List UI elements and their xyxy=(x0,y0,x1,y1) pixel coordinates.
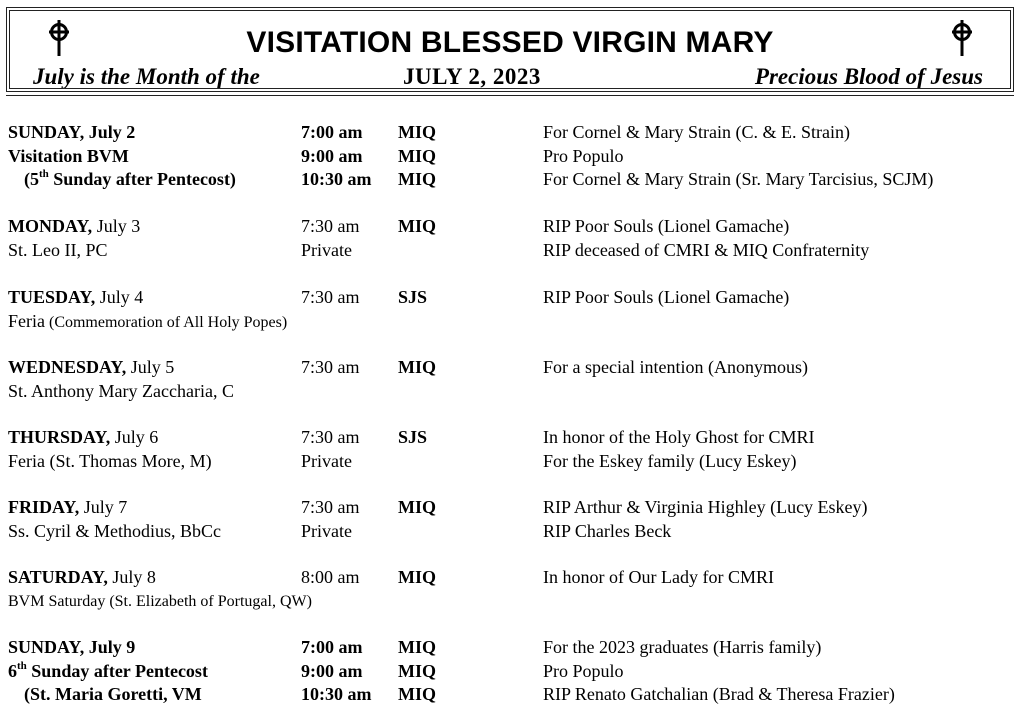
mass-time: 7:30 am xyxy=(301,497,360,517)
mass-intention: In honor of the Holy Ghost for CMRI xyxy=(543,427,815,447)
mass-intention: Pro Populo xyxy=(543,145,624,166)
mass-time: 7:30 am xyxy=(301,357,360,377)
day-name: SATURDAY, July 8 xyxy=(8,567,156,587)
mass-intention: For Cornel & Mary Strain (Sr. Mary Tarcisius, SCJM) xyxy=(543,169,934,189)
day-name: THURSDAY, July 6 xyxy=(8,427,159,447)
feast-name: (St. Maria Goretti, VM xyxy=(24,684,202,704)
mass-time: 9:00 am xyxy=(301,660,363,681)
mass-intention: RIP Charles Beck xyxy=(543,520,672,541)
month-dedication-right: Precious Blood of Jesus xyxy=(754,64,983,89)
schedule-line xyxy=(0,660,1024,684)
mass-time: 7:30 am xyxy=(301,287,360,307)
schedule-line xyxy=(0,426,1024,450)
mass-location: MIQ xyxy=(398,122,436,142)
schedule-line xyxy=(0,239,1024,263)
bulletin-title: VISITATION BLESSED VIRGIN MARY xyxy=(246,26,774,59)
mass-intention: RIP Renato Gatchalian (Brad & Theresa Frazier) xyxy=(543,684,895,704)
mass-intention: RIP Arthur & Virginia Highley (Lucy Eskey) xyxy=(543,497,868,517)
day-block-tuesday xyxy=(0,286,1024,356)
mass-time: 10:30 am xyxy=(301,169,372,189)
day-name: SUNDAY, July 2 xyxy=(8,122,136,142)
schedule-line xyxy=(0,121,1024,145)
day-name: SUNDAY, July 9 xyxy=(8,637,136,657)
mass-time: 7:30 am xyxy=(301,427,360,447)
schedule-line xyxy=(0,450,1024,474)
mass-location: SJS xyxy=(398,287,428,307)
mass-time: Private xyxy=(301,450,352,471)
feast-name: St. Leo II, PC xyxy=(8,239,108,260)
schedule-line xyxy=(0,636,1024,660)
mass-location: SJS xyxy=(398,427,428,447)
mass-intention: RIP Poor Souls (Lionel Gamache) xyxy=(543,287,790,307)
feast-name: Ss. Cyril & Methodius, BbCc xyxy=(8,520,222,541)
mass-location: MIQ xyxy=(398,660,436,681)
mass-location: MIQ xyxy=(398,216,436,236)
liturgical-day: (5th Sunday after Pentecost) xyxy=(24,168,236,189)
schedule-line xyxy=(0,168,1024,192)
schedule-line xyxy=(0,215,1024,239)
schedule-line xyxy=(0,286,1024,310)
mass-schedule xyxy=(0,121,1024,707)
schedule-line xyxy=(0,356,1024,380)
cross-icon xyxy=(948,18,976,58)
bulletin-header xyxy=(6,7,1014,92)
day-block-friday xyxy=(0,496,1024,566)
mass-intention: Pro Populo xyxy=(543,660,624,681)
month-dedication-left: July is the Month of the xyxy=(33,64,260,89)
mass-location: MIQ xyxy=(398,567,436,587)
mass-intention: For the Eskey family (Lucy Eskey) xyxy=(543,450,797,471)
liturgical-day: 6th Sunday after Pentecost xyxy=(8,659,208,681)
schedule-line xyxy=(0,590,1024,614)
mass-time: 7:00 am xyxy=(301,637,363,657)
bulletin-date: JULY 2, 2023 xyxy=(403,64,541,89)
feast-name: St. Anthony Mary Zaccharia, C xyxy=(8,380,234,401)
day-block-wednesday xyxy=(0,356,1024,426)
mass-location: MIQ xyxy=(398,357,436,377)
mass-time: 10:30 am xyxy=(301,684,372,704)
mass-intention: RIP Poor Souls (Lionel Gamache) xyxy=(543,216,790,236)
day-block-monday xyxy=(0,215,1024,286)
mass-time: 8:00 am xyxy=(301,567,360,587)
feast-name: Feria (Commemoration of All Holy Popes) xyxy=(8,310,288,331)
schedule-line xyxy=(0,380,1024,404)
schedule-line xyxy=(0,520,1024,544)
mass-location: MIQ xyxy=(398,145,436,166)
mass-time: 7:30 am xyxy=(301,216,360,236)
mass-time: 9:00 am xyxy=(301,145,363,166)
feast-name: Feria (St. Thomas More, M) xyxy=(8,450,212,471)
day-name: TUESDAY, July 4 xyxy=(8,287,144,307)
mass-intention: RIP deceased of CMRI & MIQ Confraternity xyxy=(543,239,870,260)
mass-location: MIQ xyxy=(398,637,436,657)
mass-location: MIQ xyxy=(398,684,436,704)
feast-name: BVM Saturday (St. Elizabeth of Portugal, QW) xyxy=(8,592,312,610)
feast-name: Visitation BVM xyxy=(8,145,129,166)
schedule-line xyxy=(0,145,1024,169)
day-block-thursday xyxy=(0,426,1024,496)
day-block-sunday-july-9 xyxy=(0,636,1024,707)
day-block-sunday-july-2 xyxy=(0,121,1024,215)
mass-location: MIQ xyxy=(398,497,436,517)
day-name: FRIDAY, July 7 xyxy=(8,497,128,517)
day-block-saturday xyxy=(0,566,1024,636)
mass-location: MIQ xyxy=(398,169,436,189)
schedule-line xyxy=(0,683,1024,707)
mass-intention: For the 2023 graduates (Harris family) xyxy=(543,637,822,657)
day-name: MONDAY, July 3 xyxy=(8,216,141,236)
header-divider xyxy=(6,95,1014,96)
schedule-line xyxy=(0,310,1024,334)
mass-time: Private xyxy=(301,520,352,541)
mass-intention: For Cornel & Mary Strain (C. & E. Strain) xyxy=(543,122,850,142)
schedule-line xyxy=(0,566,1024,590)
mass-time: 7:00 am xyxy=(301,122,363,142)
mass-intention: For a special intention (Anonymous) xyxy=(543,357,808,377)
day-name: WEDNESDAY, July 5 xyxy=(8,357,175,377)
mass-time: Private xyxy=(301,239,352,260)
mass-intention: In honor of Our Lady for CMRI xyxy=(543,567,774,587)
schedule-line xyxy=(0,496,1024,520)
